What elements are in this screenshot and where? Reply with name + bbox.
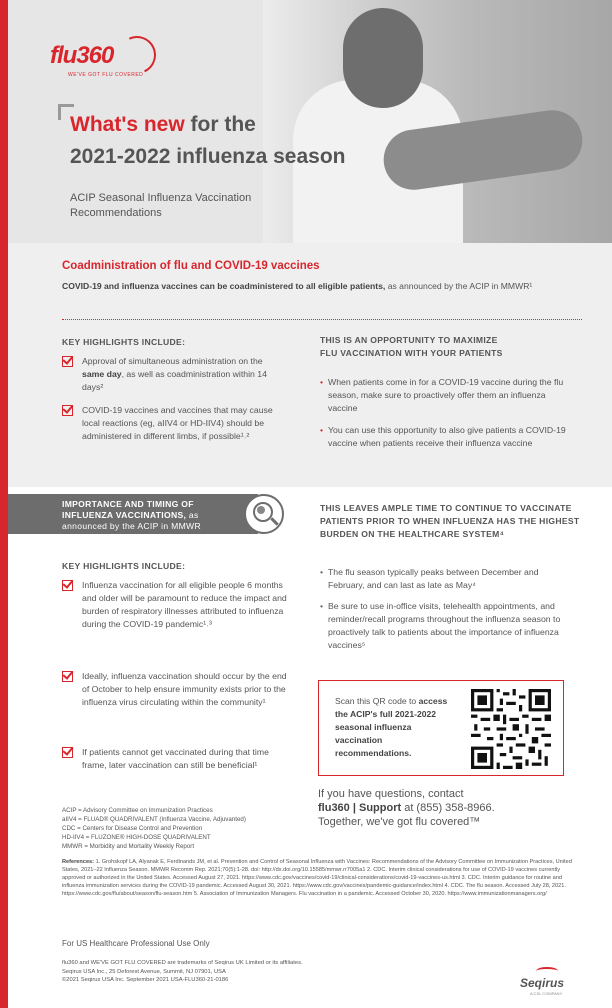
magnifier-icon [244,494,284,534]
highlight-item: If patients cannot get vaccinated during that time frame, later vaccination can still be beneficial¹ [62,746,292,772]
importance-banner: IMPORTANCE AND TIMING OF INFLUENZA VACCINATIONS, as announced by the ACIP in MMWR [8,494,258,534]
page-title [70,113,256,137]
checkbox-icon [62,747,73,758]
key-highlights-title-2: KEY HIGHLIGHTS INCLUDE: [62,561,186,571]
coadministration-text: COVID-19 and influenza vaccines can be coadministered to all eligible patients, as announced by the ACIP in MMWR¹ [62,281,533,291]
header [8,0,612,243]
left-accent-bar [0,0,8,1008]
coadministration-section [8,243,612,327]
seqirus-tagline: A CSL COMPANY [530,991,563,996]
highlight-item: Approval of simultaneous administration on the same day, as well as coadministration within 14 days² [62,355,282,394]
dotted-divider [62,319,582,320]
abbreviations: ACIP = Advisory Committee on Immunization Practices aIIV4 = FLUAD® QUADRIVALENT (Influenza Vaccine, Adjuvanted) CDC = Centers for Disease Control and Prevention HD-IIV4 = FLUZONE® HIGH-DOSE QUADRIVALENT MMWR = Morbidity and Mortality Weekly Report [62,807,246,850]
coadministration-title: Coadministration of flu and COVID-19 vaccines [62,260,320,272]
ample-time-bullet: • Be sure to use in-office visits, telehealth appointments, and reminder/recall programs throughout the influenza season to proactively talk to patients about the importance of influenza vaccines⁵ [320,600,570,652]
opportunity-bullet: • You can use this opportunity to also give patients a COVID-19 vaccine when patients receive their influenza vaccine [320,424,570,450]
highlight-item: Ideally, influenza vaccination should occur by the end of October to help ensure immunity exists prior to the influenza virus circulating within the community¹ [62,670,292,709]
key-highlights-title: KEY HIGHLIGHTS INCLUDE: [62,337,186,347]
logo-tagline: WE'VE GOT FLU COVERED [68,72,144,78]
checkbox-icon [62,580,73,591]
highlights-section [8,327,612,487]
ample-time-bullet: • The flu season typically peaks between December and February, and can last as late as May⁴ [320,566,570,592]
logo-text: flu360 [50,42,114,69]
us-only-notice: For US Healthcare Professional Use Only [62,939,210,948]
title-highlight: What's new [70,113,185,136]
checkbox-icon [62,405,73,416]
ample-time-title: THIS LEAVES AMPLE TIME TO CONTINUE TO VACCINATE PATIENTS PRIOR TO WHEN INFLUENZA HAS THE HIGHEST BURDEN ON THE HEALTHCARE SYSTEM⁴ [320,503,580,539]
opportunity-title: THIS IS AN OPPORTUNITY TO MAXIMIZE FLU VACCINATION WITH YOUR PATIENTS [320,335,503,358]
references: References: 1. Grohskopf LA, Alyanak E, Ferdinands JM, et al. Prevention and Control of Seasonal Influenza with Vaccines: Recommendations of the Advisory Committee on Immunization Practices, United States, 2021–22 Influenza Season. MMWR Recomm Rep. 2021;70(5):1-28. doi: http://dx.doi.org/10.15585/mmwr.rr7005a1 2. CDC. Interim clinical considerations for use of COVID-19 vaccines currently approved or authorized in the United States. Accessed August 27, 2021. https://www.cdc.gov/vaccines/covid-19/clinical-considerations/covid-19-vaccines-us.html 3. CDC. Interim guidance for routine and influenza immunization services during the COVID-19 pandemic. Accessed August 30, 2021. https://www.cdc.gov/vaccines/pandemic-guidance/index.html 4. CDC. The flu season. Accessed July 28, 2021. https://www.cdc.gov/flu/about/season/flu-season.htm 5. Association of Immunization Managers. Flu vaccination in a pandemic. Accessed October 30, 2020. https://www.immunizationmanagers.org/ [62,859,572,897]
qr-box [318,680,564,776]
seqirus-swoosh-icon [536,967,558,975]
contact-info: If you have questions, contact flu360 | Support at (855) 358-8966. Together, we've got flu covered™ [318,788,495,828]
page-title-line2: 2021-2022 influenza season [70,145,346,168]
qr-code[interactable] [471,689,551,769]
highlight-item: Influenza vaccination for all eligible people 6 months and older will be paramount to reduce the impact and burden of respiratory illnesses attributed to influenza during the COVID-19 pandemic¹˒³ [62,579,292,631]
header-photo [263,0,612,243]
page-subtitle: ACIP Seasonal Influenza Vaccination Recommendations [70,192,252,219]
footer-legal: flu360 and WE'VE GOT FLU COVERED are trademarks of Seqirus UK Limited or its affiliates. Seqirus USA Inc., 25 Deforest Avenue, Summit, NJ 07901, USA ©2021 Seqirus USA Inc. September 2021 USA-FLU360-21-0186 [62,960,303,983]
support-link[interactable]: flu360 | Support [318,802,402,814]
title-rest: for the [190,113,256,136]
checkbox-icon [62,356,73,367]
qr-text: Scan this QR code to access the ACIP's full 2021-2022 seasonal influenza vaccination recommendations. [335,696,448,758]
flu360-logo [50,42,160,92]
seqirus-logo: Seqirus [520,976,565,990]
opportunity-bullet: • When patients come in for a COVID-19 vaccine during the flu season, make sure to proactively offer them an influenza vaccine [320,376,570,415]
highlight-item: COVID-19 vaccines and vaccines that may cause local reactions (eg, aIIV4 or HD-IIV4) should be administered in different limbs, if possible¹˒² [62,404,282,443]
virus-icon [257,506,265,514]
checkbox-icon [62,671,73,682]
